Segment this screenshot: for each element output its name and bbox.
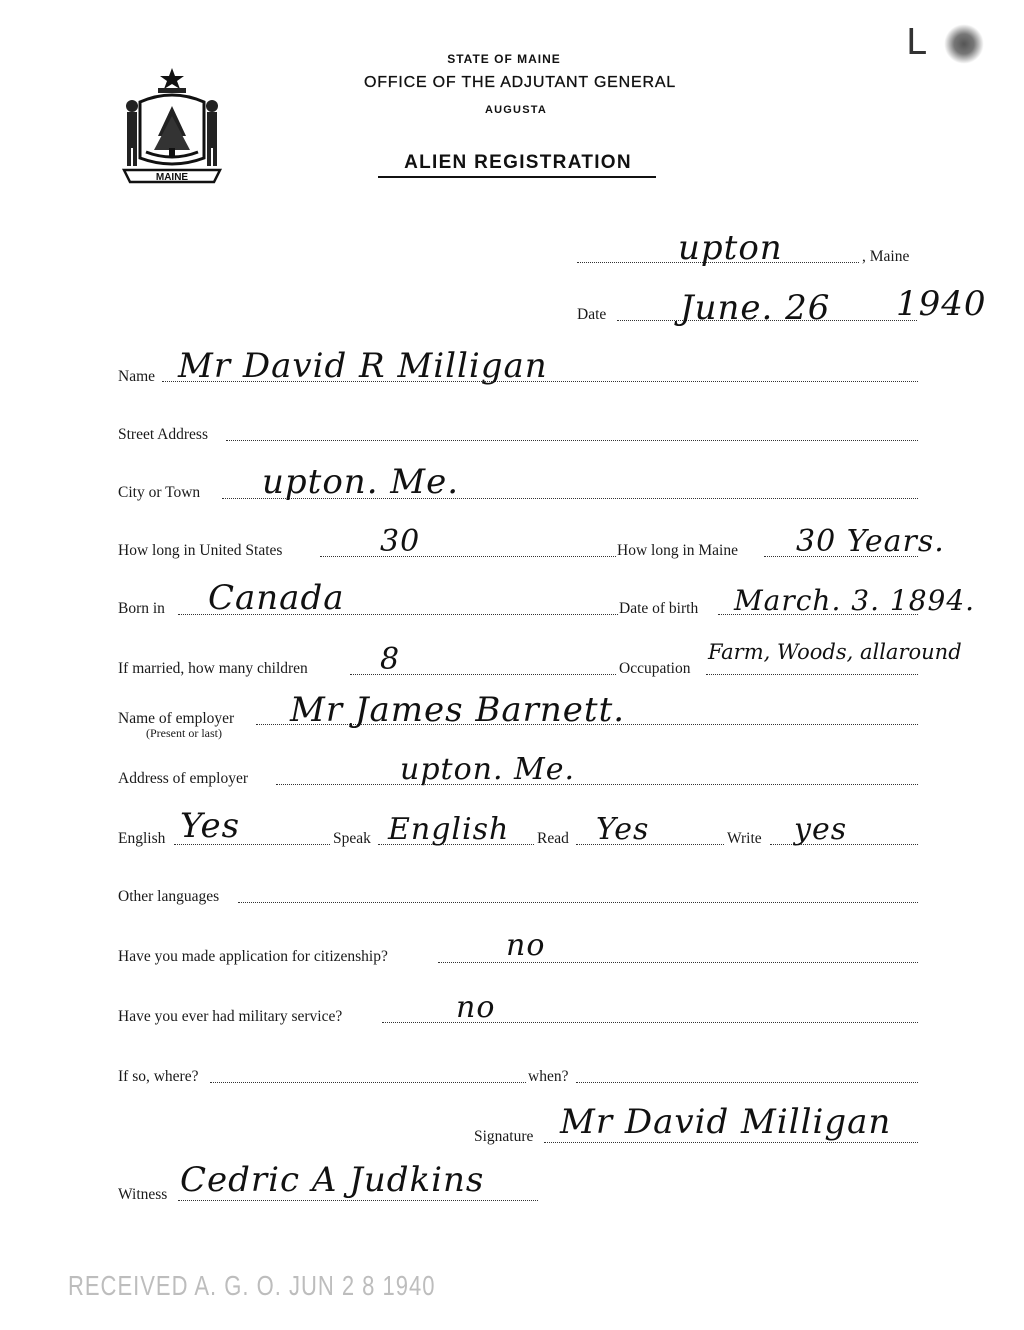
read-value: Yes	[596, 812, 650, 847]
citizenship-label: Have you made application for citizenship?	[118, 948, 388, 965]
us-time-value: 30	[380, 524, 421, 559]
date-year: 1940	[896, 284, 987, 324]
street-line	[226, 440, 918, 441]
signature-line	[544, 1142, 918, 1143]
city-label: City or Town	[118, 484, 201, 501]
employer-address-line	[276, 784, 918, 785]
witness-line	[178, 1200, 538, 1201]
name-value: Mr David R Milligan	[178, 346, 548, 386]
other-languages-line	[238, 902, 918, 903]
occupation-value: Farm, Woods, allaround	[708, 640, 962, 664]
employer-value: Mr James Barnett.	[290, 690, 626, 730]
header-office: OFFICE OF THE ADJUTANT GENERAL	[363, 74, 677, 91]
when-label: when?	[528, 1068, 569, 1085]
children-value: 8	[380, 642, 401, 677]
town-value: upton	[678, 228, 783, 268]
title-underline	[378, 176, 656, 178]
header-state: STATE OF MAINE	[447, 52, 561, 66]
read-label: Read	[537, 830, 569, 847]
where-line	[210, 1082, 526, 1083]
us-time-line	[320, 556, 616, 557]
children-label: If married, how many children	[118, 660, 308, 677]
us-time-label: How long in United States	[118, 542, 283, 559]
when-line	[576, 1082, 918, 1083]
occupation-label: Occupation	[619, 660, 691, 677]
seal-banner-text: MAINE	[155, 172, 189, 183]
english-value: Yes	[180, 806, 241, 846]
other-languages-label: Other languages	[118, 888, 220, 905]
city-value: upton. Me.	[262, 462, 460, 502]
witness-label: Witness	[118, 1186, 168, 1203]
employer-address-value: upton. Me.	[400, 752, 576, 787]
write-value: yes	[794, 812, 848, 847]
employer-label: Name of employer	[118, 710, 235, 727]
where-label: If so, where?	[118, 1068, 199, 1085]
maine-time-value: 30 Years.	[796, 524, 945, 559]
military-value: no	[456, 990, 496, 1025]
date-value: June. 26	[680, 288, 831, 328]
witness-value: Cedric A Judkins	[180, 1160, 485, 1200]
occupation-line	[706, 674, 918, 675]
signature-value: Mr David Milligan	[560, 1102, 892, 1142]
form-title: ALIEN REGISTRATION	[404, 152, 632, 173]
name-label: Name	[118, 368, 156, 385]
corner-mark: L	[906, 22, 927, 63]
english-label: English	[118, 830, 166, 847]
signature-label: Signature	[474, 1128, 534, 1145]
speak-value: English	[388, 812, 510, 847]
received-stamp: RECEIVED A. G. O. JUN 2 8 1940	[68, 1270, 436, 1302]
header-city: AUGUSTA	[485, 104, 547, 116]
town-suffix: , Maine	[862, 248, 910, 265]
born-value: Canada	[208, 578, 345, 618]
ink-blot	[944, 24, 984, 64]
maine-time-label: How long in Maine	[617, 542, 738, 559]
dob-label: Date of birth	[619, 600, 699, 617]
employer-address-label: Address of employer	[118, 770, 248, 787]
date-label: Date	[577, 306, 607, 323]
speak-label: Speak	[333, 830, 371, 847]
citizenship-value: no	[506, 928, 546, 963]
military-label: Have you ever had military service?	[118, 1008, 343, 1025]
write-label: Write	[727, 830, 762, 847]
street-label: Street Address	[118, 426, 208, 443]
dob-value: March. 3. 1894.	[734, 584, 976, 617]
born-label: Born in	[118, 600, 165, 617]
employer-sublabel: (Present or last)	[146, 726, 222, 740]
